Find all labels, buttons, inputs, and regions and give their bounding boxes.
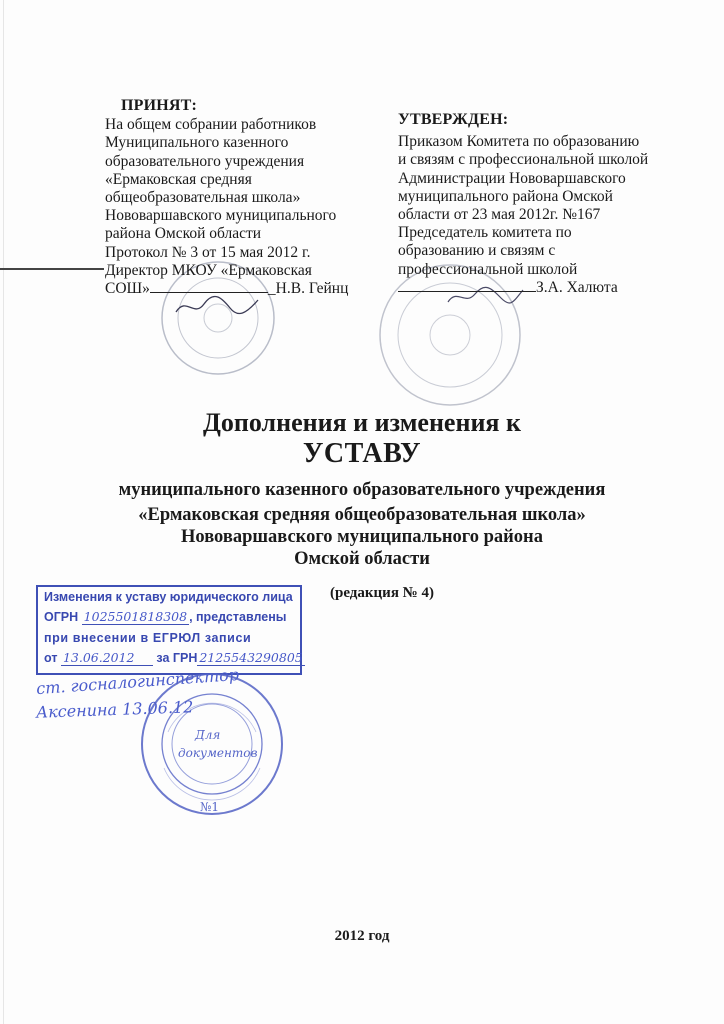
registration-date: 13.06.2012 [61, 650, 153, 666]
accepted-line: На общем собрании работников [105, 116, 317, 134]
document-title-line2: УСТАВУ [302, 438, 422, 469]
registration-stamp [36, 585, 302, 675]
approved-block [398, 111, 698, 297]
inspector-position: ст. госналогинспектор [35, 664, 240, 699]
accepted-line: Директор МКОУ «Ермаковская [105, 261, 312, 279]
reg-stamp-line4 [44, 650, 305, 666]
edition-label: (редакция № 4) [330, 585, 434, 601]
accepted-line: «Ермаковская средняя [105, 170, 252, 188]
accepted-block [105, 97, 370, 298]
chair-name: З.А. Халюта [536, 278, 618, 296]
director-name: _Н.В. Гейнц [267, 280, 349, 298]
approved-line: профессиональной школой [398, 260, 578, 278]
accepted-header: ПРИНЯТ: [121, 97, 198, 114]
grn-label: за ГРН [156, 651, 198, 665]
subtitle-line: муниципального казенного образовательного учреждения [118, 480, 606, 500]
approved-line: Приказом Комитета по образованию [398, 133, 640, 151]
accepted-line: Муниципального казенного [105, 134, 289, 152]
reg-stamp-line2 [44, 609, 286, 625]
grn-value: 2125543290805 [199, 650, 303, 665]
accepted-line: общеобразовательная школа» [105, 189, 301, 207]
tax-service-seal [138, 668, 286, 820]
subtitle-line: Нововаршавского муниципального района [181, 527, 543, 547]
subtitle-line: Омской области [294, 549, 430, 569]
subtitle-line: «Ермаковская средняя общеобразовательная школа» [138, 505, 586, 525]
document-title-line1: Дополнения и изменения к [203, 408, 521, 437]
from-label: от [44, 651, 58, 665]
seal-center-text-1: Для [195, 728, 221, 742]
approved-line: и связям с профессиональной школой [398, 151, 649, 169]
document-year: 2012 год [334, 928, 390, 944]
approved-line: Председатель комитета по [398, 224, 572, 242]
ogrn-value: 1025501818308 [83, 609, 188, 624]
accepted-line: Протокол № 3 от 15 мая 2012 г. [105, 243, 311, 261]
director-signature [172, 292, 262, 320]
inspector-signature-date: Аксенина 13.06.12 [35, 697, 194, 722]
approved-line: муниципального района Омской [398, 187, 613, 205]
approved-line: Администрации Нововаршавского [398, 169, 626, 187]
accepted-line: района Омской области [105, 225, 262, 243]
ogrn-label: ОГРН [44, 610, 79, 624]
approved-line: образованию и связям с [398, 242, 556, 260]
reg-stamp-line1: Изменения к уставу юридического лица [44, 590, 293, 604]
reg-stamp-line3: при внесении в ЕГРЮЛ записи [44, 631, 252, 645]
page-fold-line [0, 268, 104, 270]
accepted-line: образовательного учреждения [105, 152, 305, 170]
accepted-line: Нововаршавского муниципального [105, 207, 337, 225]
reg-stamp-suffix: , представлены [189, 610, 287, 624]
approved-header: УТВЕРЖДЕН: [398, 111, 509, 128]
accepted-line: СОШ» [105, 280, 150, 298]
approved-signature-line [398, 279, 698, 297]
approved-line: области от 23 мая 2012г. №167 [398, 206, 601, 224]
seal-number: №1 [200, 800, 219, 814]
seal-center-text-2: документов [178, 746, 258, 760]
